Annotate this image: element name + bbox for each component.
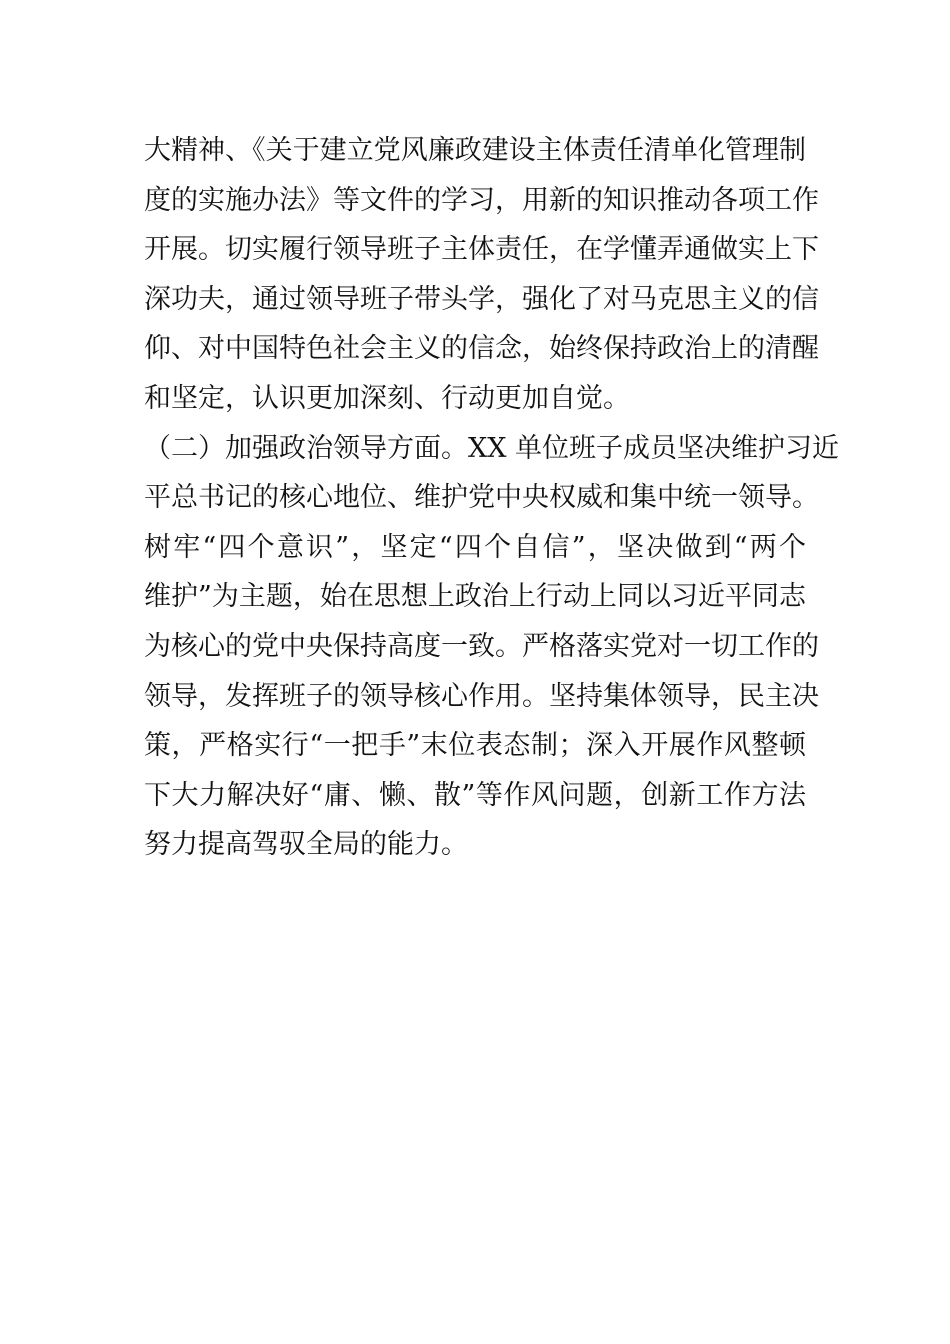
paragraph-study-implementation bbox=[144, 126, 819, 424]
paragraph-political-leadership bbox=[144, 424, 840, 870]
paragraph-line: 度的实施办法》等文件的学习，用新的知识推动各项工作 bbox=[144, 184, 819, 216]
paragraph-line: 和坚定，认识更加深刻、行动更加自觉。 bbox=[144, 382, 630, 414]
paragraph-line: 树牢“四个意识”，坚定“四个自信”，坚决做到“两个 bbox=[144, 531, 806, 563]
paragraph-line: 领导，发挥班子的领导核心作用。坚持集体领导，民主决 bbox=[144, 680, 819, 712]
paragraph-line: 维护”为主题，始在思想上政治上行动上同以习近平同志 bbox=[144, 581, 806, 613]
paragraph-line: （二）加强政治领导方面。XX 单位班子成员坚决维护习近 bbox=[144, 432, 840, 464]
paragraph-line: 开展。切实履行领导班子主体责任，在学懂弄通做实上下 bbox=[144, 234, 819, 266]
paragraph-line: 努力提高驾驭全局的能力。 bbox=[144, 829, 468, 861]
paragraph-line: 深功夫，通过领导班子带头学，强化了对马克思主义的信 bbox=[144, 283, 819, 315]
paragraph-line: 为核心的党中央保持高度一致。严格落实党对一切工作的 bbox=[144, 630, 819, 662]
paragraph-line: 平总书记的核心地位、维护党中央权威和集中统一领导。 bbox=[144, 482, 819, 514]
paragraph-line: 大精神、《关于建立党风廉政建设主体责任清单化管理制 bbox=[144, 135, 806, 166]
paragraph-line: 仰、对中国特色社会主义的信念，始终保持政治上的清醒 bbox=[144, 333, 819, 365]
paragraph-line: 下大力解决好“庸、懒、散”等作风问题，创新工作方法 bbox=[144, 779, 806, 811]
document-body bbox=[144, 126, 840, 870]
paragraph-line: 策，严格实行“一把手”末位表态制；深入开展作风整顿 bbox=[144, 730, 806, 762]
